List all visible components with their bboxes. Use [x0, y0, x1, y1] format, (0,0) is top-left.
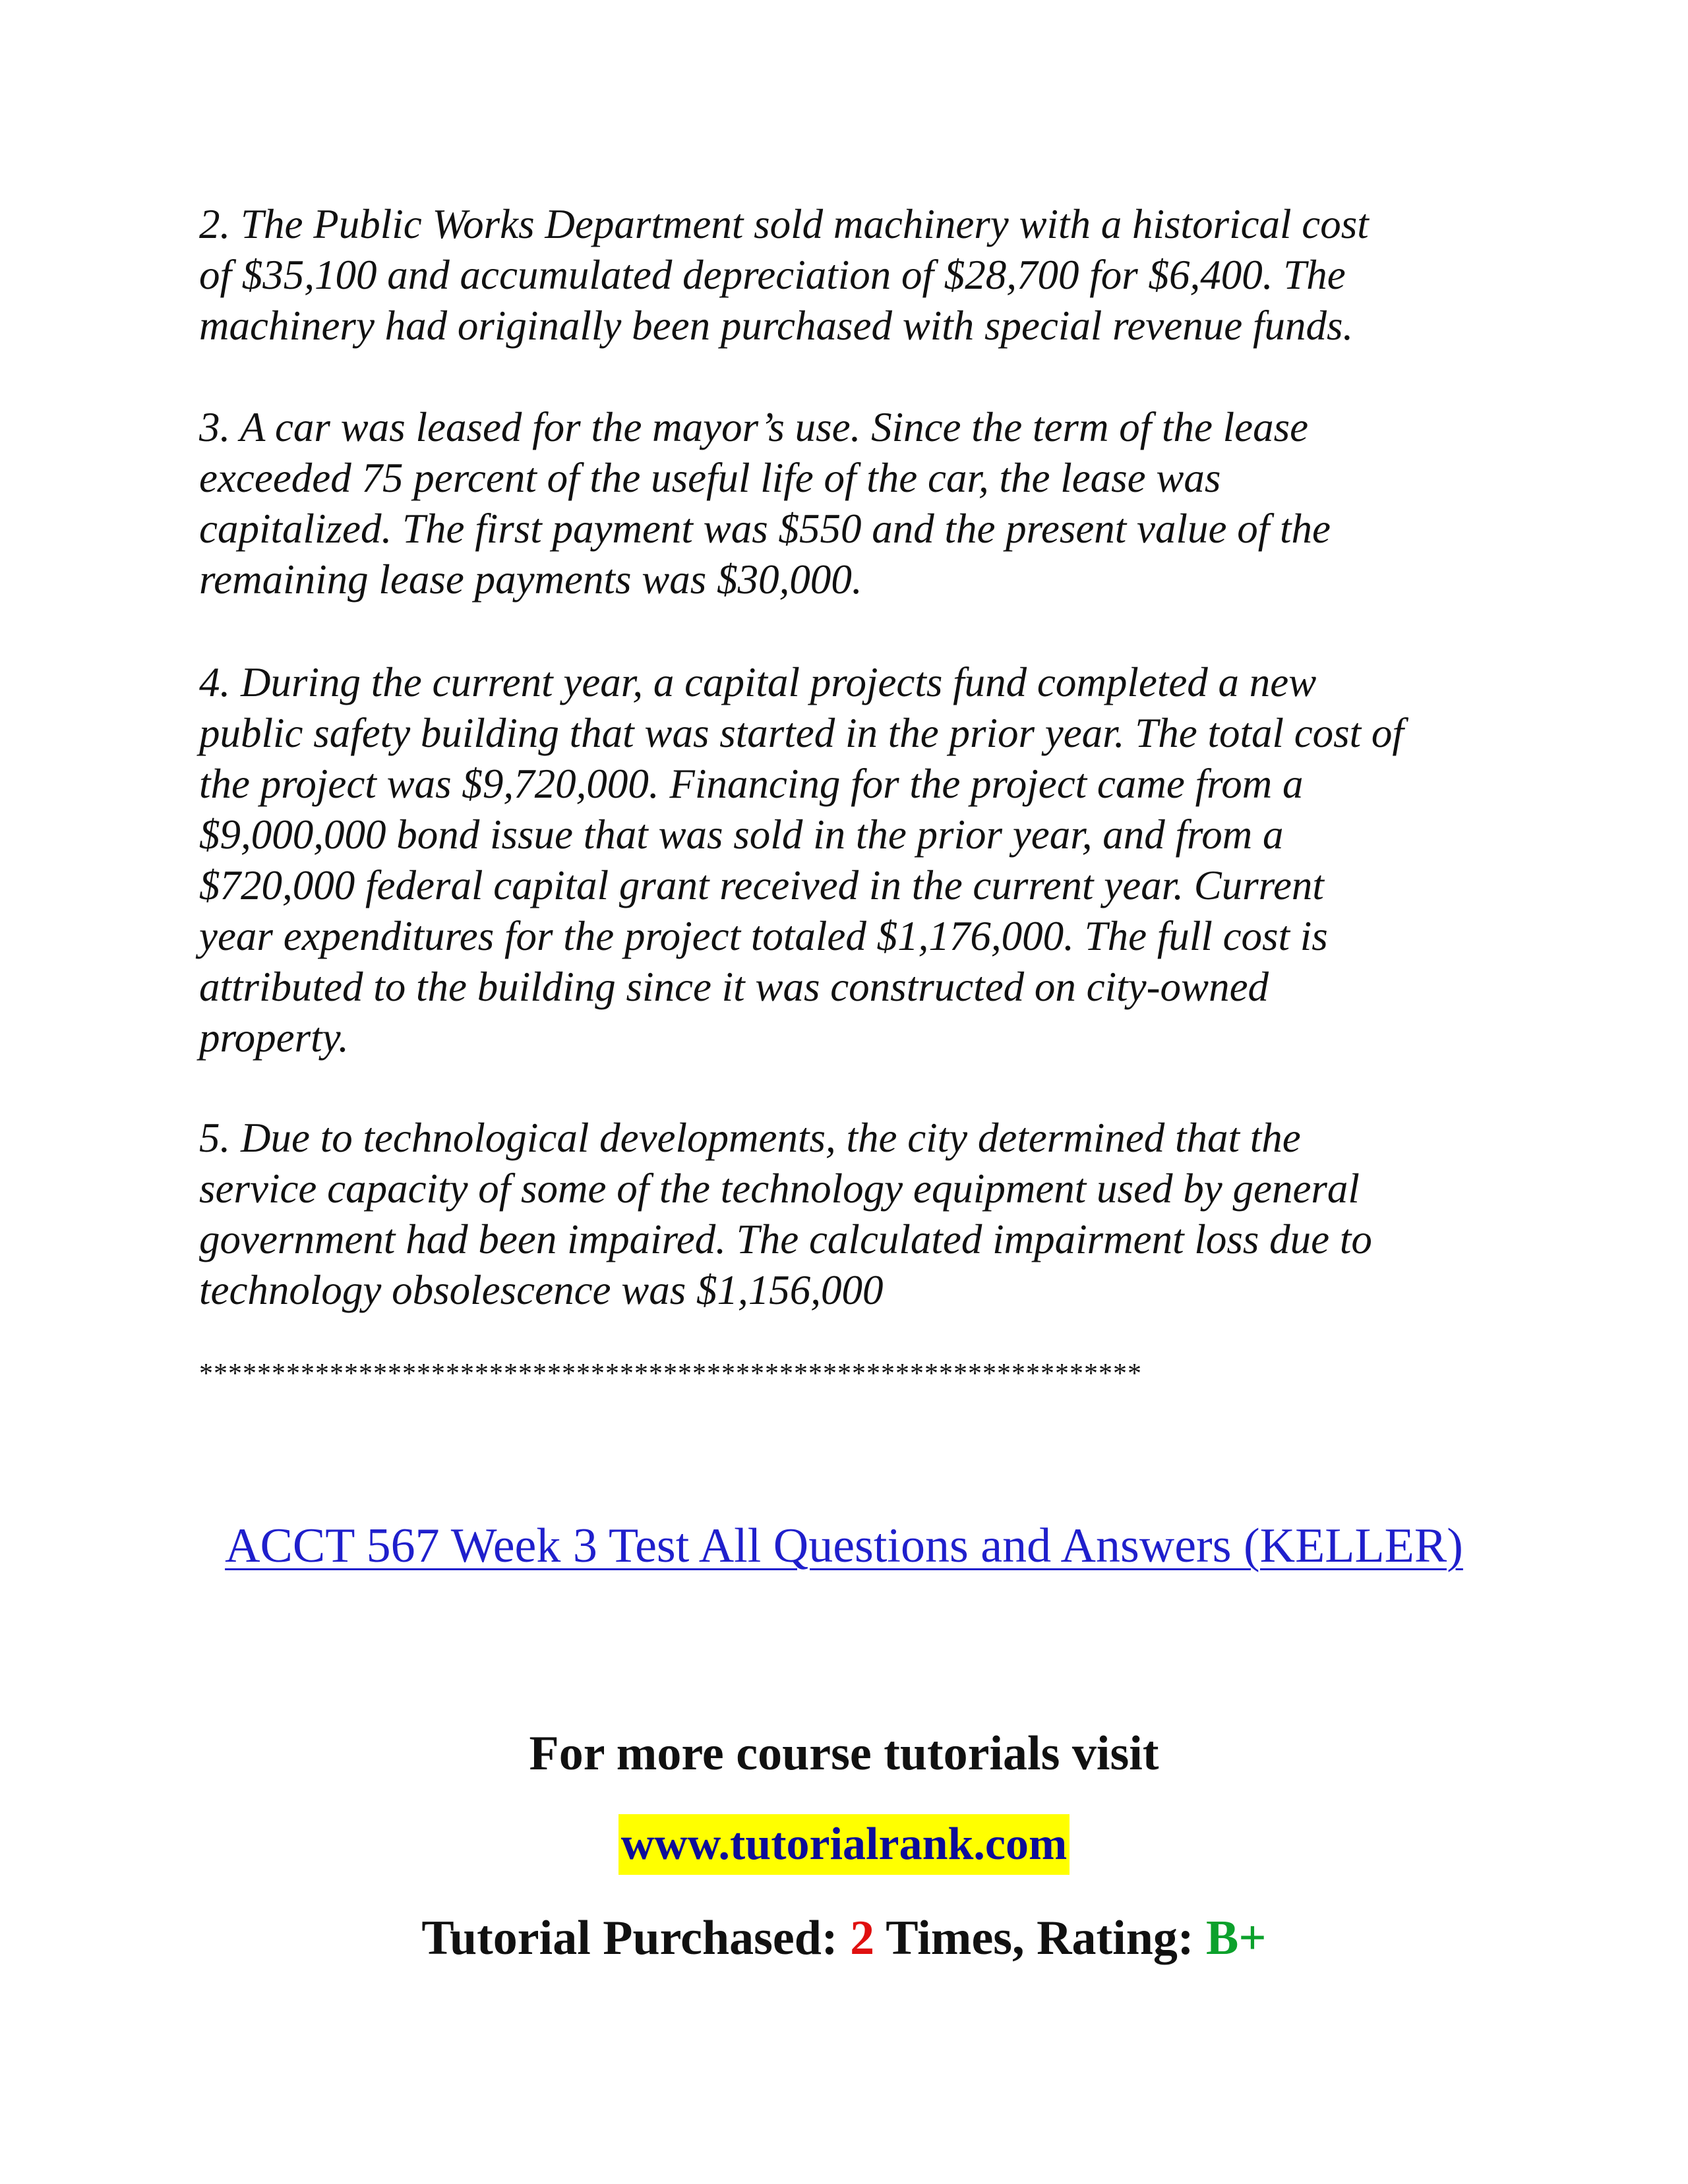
question-5: 5. Due to technological developments, the city determined that the service capacity of some of the technology equipment used by general government had been impaired. The calculated impairment loss due to technology obsolescence was $1,156,000 [199, 1115, 1372, 1313]
question-2: 2. The Public Works Department sold machinery with a historical cost of $35,100 and accumulated depreciation of $28,700 for $6,400. The machinery had originally been purchased with special revenue funds. [199, 201, 1369, 349]
more-tutorials-text: For more course tutorials visit [529, 1727, 1159, 1781]
rating-grade: B+ [1206, 1911, 1267, 1965]
question-4: 4. During the current year, a capital projects fund completed a new public safety building that was started in the prior year. The total cost of the project was $9,720,000. Financing for the project came from a $9,000,000 bond issue that was sold in the prior year, and from a $720,000 federal capital grant received in the current year. Current year expenditures for the project totaled $1,176,000. The full cost is attributed to the building since it was constructed on city-owned property. [199, 659, 1404, 1061]
website-container [0, 1814, 1688, 1875]
website-link[interactable]: www.tutorialrank.com [618, 1814, 1070, 1875]
question-3: 3. A car was leased for the mayor’s use. Since the term of the lease exceeded 75 percent of the useful life of the car, the lease was capitalized. The first payment was $550 and the present value of the remaining lease payments was $30,000. [199, 404, 1331, 603]
course-title-link[interactable]: ACCT 567 Week 3 Test All Questions and Answers (KELLER) [225, 1519, 1463, 1573]
times-rating-label: Times, Rating: [874, 1911, 1207, 1965]
purchase-count: 2 [850, 1911, 875, 1965]
purchase-info [0, 1908, 1688, 1968]
purchase-label: Tutorial Purchased: [421, 1911, 851, 1965]
asterisk-separator: ***************************************************************** [199, 1359, 1142, 1389]
